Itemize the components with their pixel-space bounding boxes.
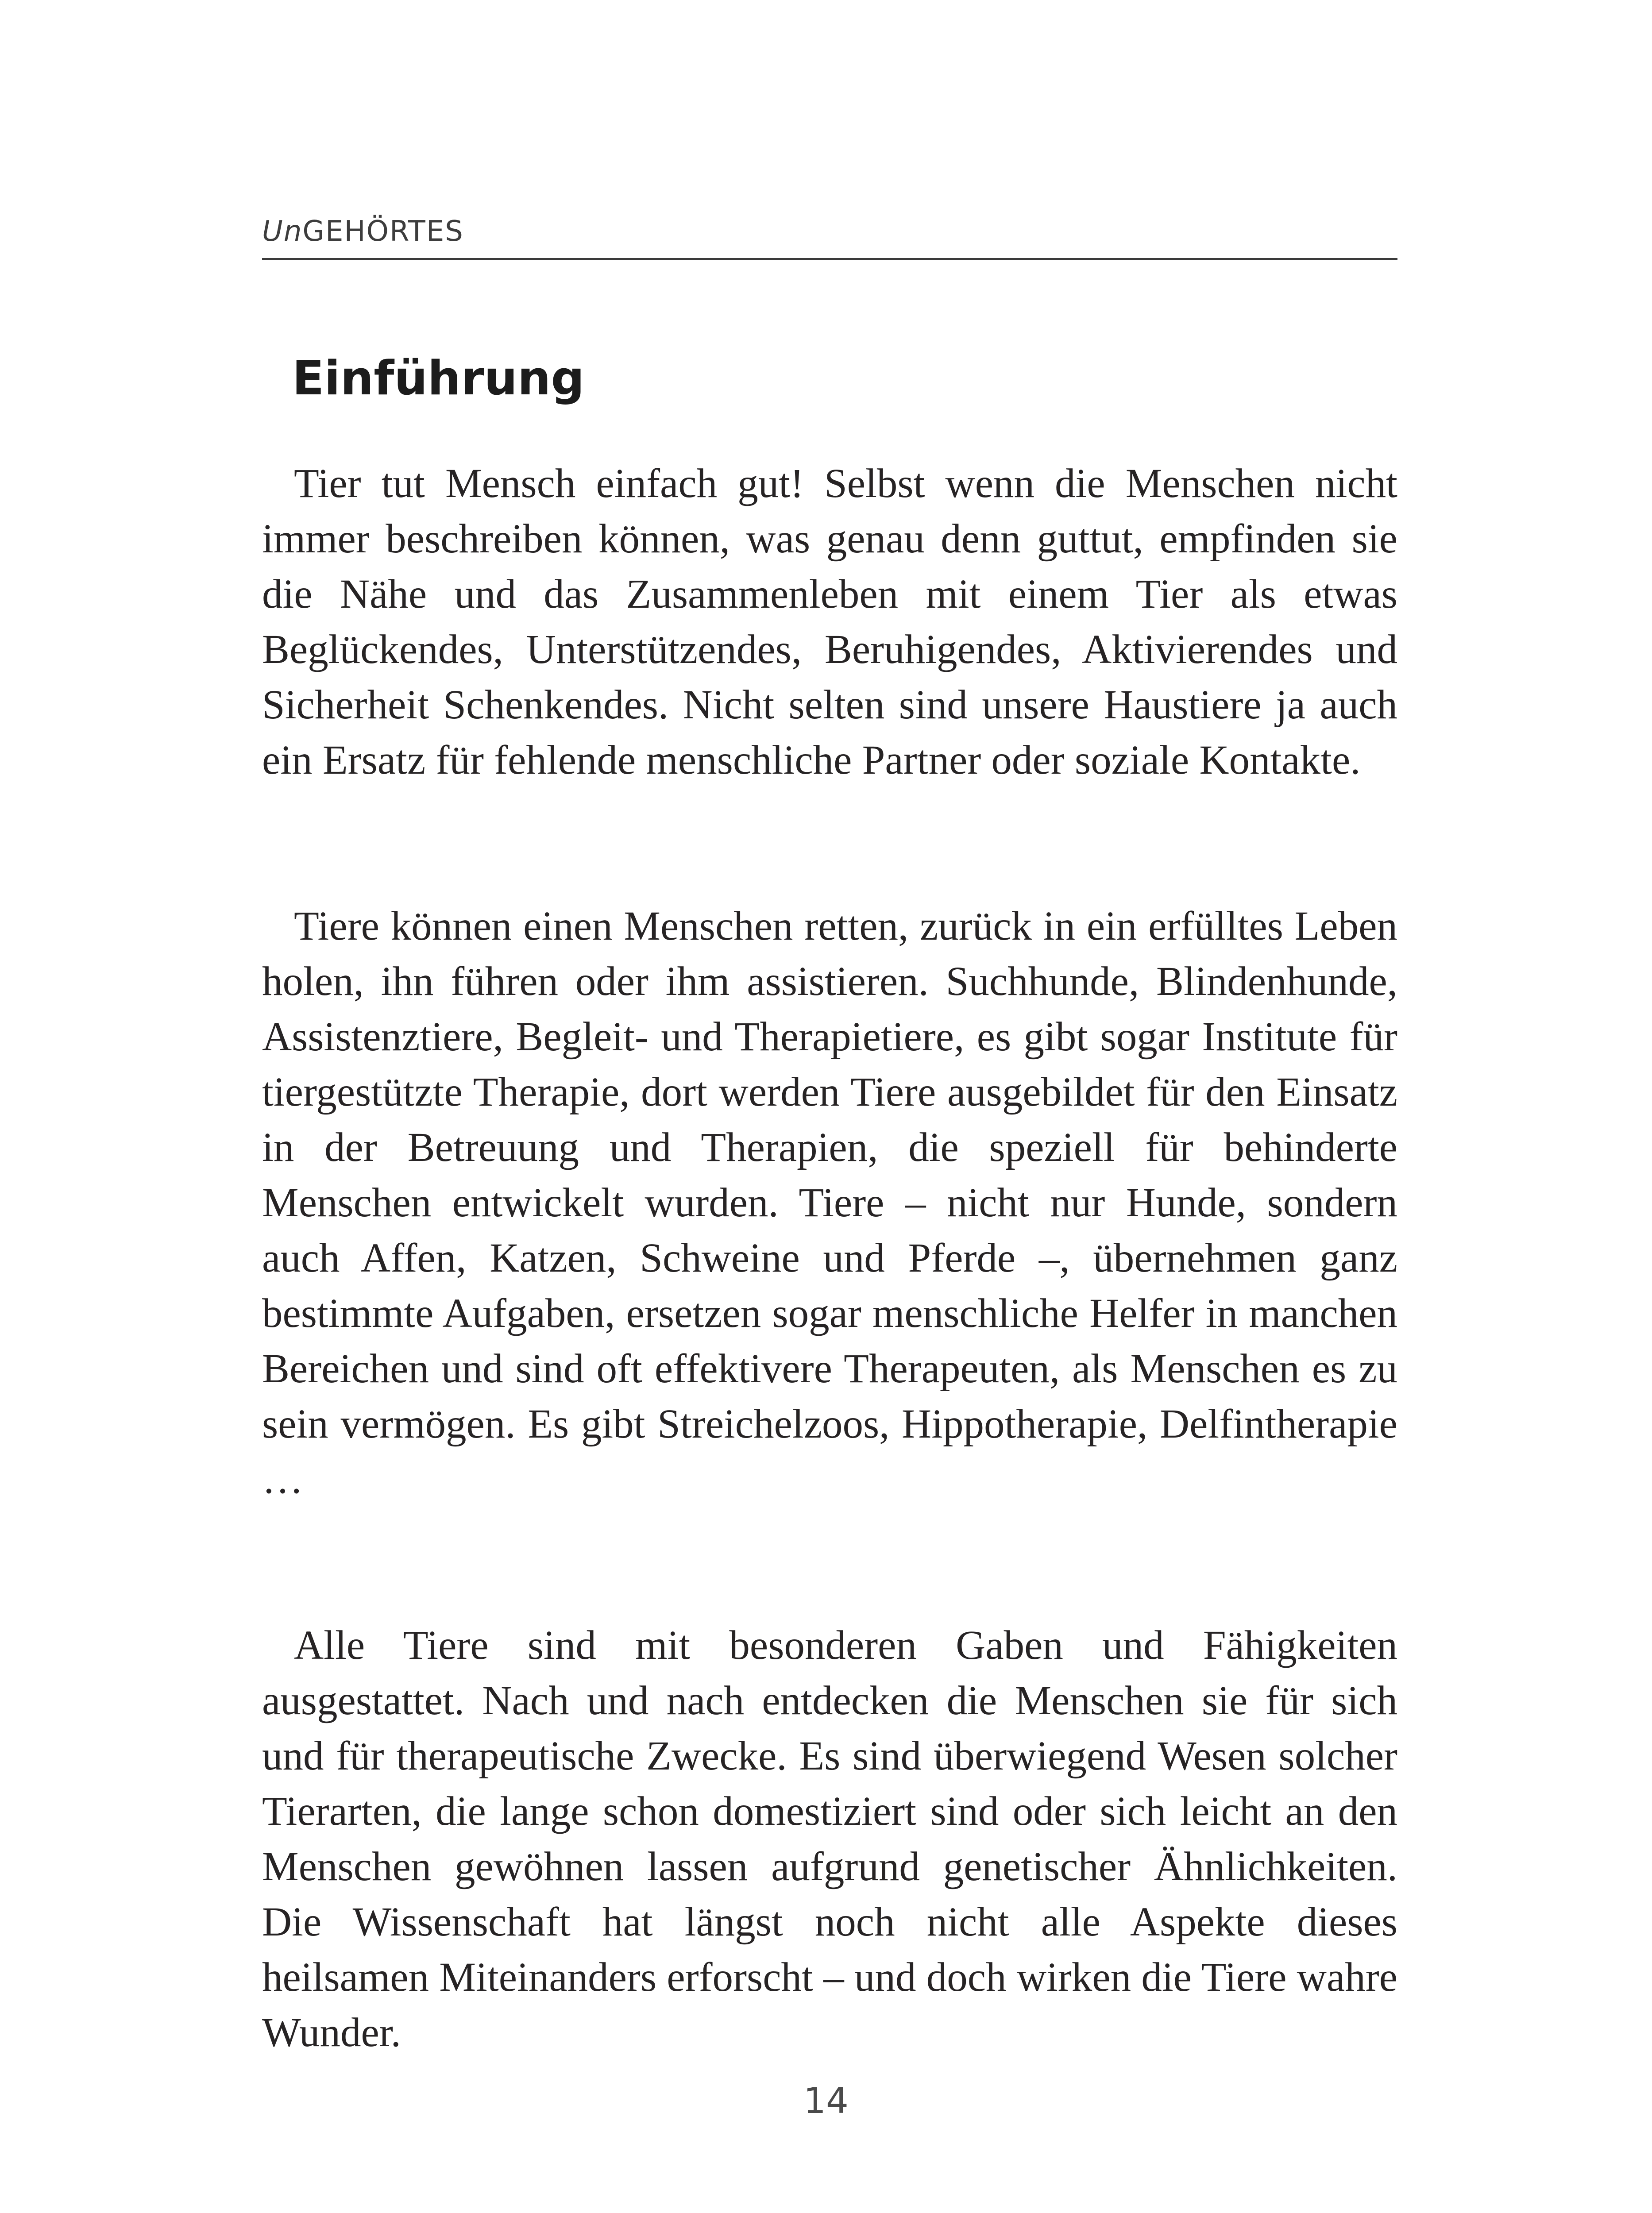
paragraph: Alle Tiere sind mit besonderen Gaben und Fähigkeiten ausgestattet. Nach und nach entdecken die Menschen sie für sich und für therapeutische Zwecke. Es sind überwiegend Wesen solcher Tierarten, die lange schon domestiziert sind oder sich leicht an den Menschen gewöhnen lassen aufgrund genetischer Ähnlichkeiten. Die Wissenschaft hat längst noch nicht alle Aspekte dieses heilsamen Miteinanders erforscht – und doch wirken die Tiere wahre Wunder. bbox=[262, 1623, 1397, 2055]
chapter-title: Einführung bbox=[292, 351, 585, 405]
running-head-italic: Un bbox=[262, 215, 303, 248]
body-text bbox=[262, 456, 1397, 2060]
paragraph: Tiere können einen Menschen retten, zurück in ein erfülltes Leben holen, ihn führen oder ihm assistieren. Suchhunde, Blindenhunde, Assistenztiere, Begleit- und Therapietiere, es gibt sogar Institute für tiergestützte Therapie, dort werden Tiere ausgebildet für den Einsatz in der Betreuung und Therapien, die speziell für behinderte Menschen entwickelt wurden. Tiere – nicht nur Hunde, sondern auch Affen, Katzen, Schweine und Pferde –, übernehmen ganz bestimmte Aufgaben, ersetzen sogar menschliche Helfer in manchen Bereichen und sind oft effektivere Therapeuten, als Menschen es zu sein vermögen. Es gibt Streichelzoos, Hippotherapie, Delfintherapie … bbox=[262, 903, 1397, 1502]
running-head-rest: GEHÖRTES bbox=[302, 215, 464, 248]
paragraph: Tier tut Mensch einfach gut! Selbst wenn die Menschen nicht immer beschreiben können, was genau denn guttut, empfinden sie die Nähe und das Zusammenleben mit einem Tier als etwas Beglückendes, Unterstützendes, Beruhigendes, Aktivierendes und Sicherheit Schenkendes. Nicht selten sind unsere Haustiere ja auch ein Ersatz für fehlende menschliche Partner oder soziale Kontakte. bbox=[262, 461, 1397, 783]
running-head bbox=[262, 212, 1397, 260]
page-number: 14 bbox=[803, 2080, 849, 2121]
